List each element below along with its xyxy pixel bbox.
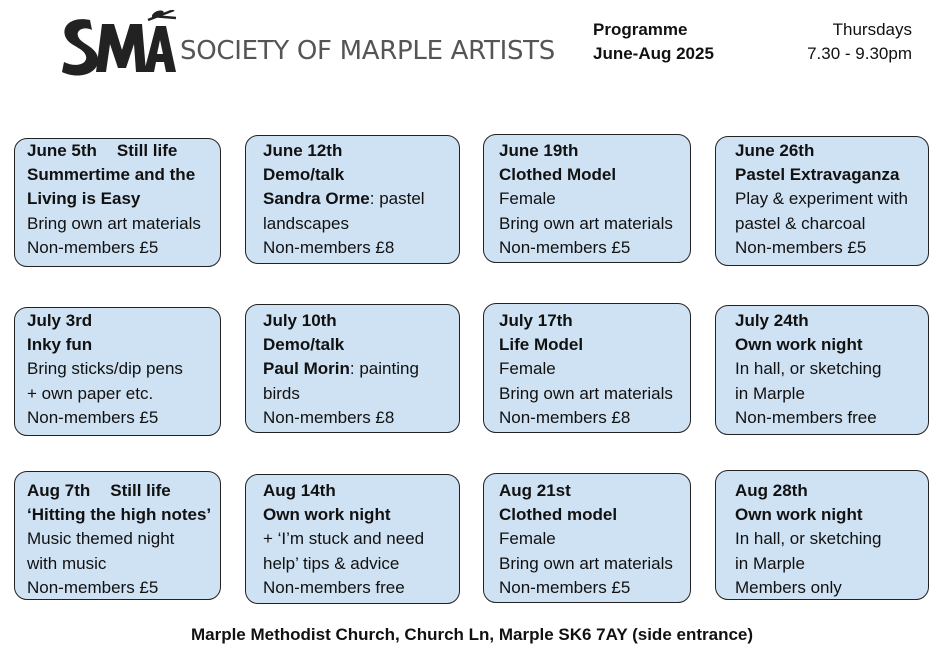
- session-date: July 17th: [499, 311, 573, 330]
- session-detail-line: [27, 187, 201, 211]
- sma-logo-mark: [58, 10, 178, 86]
- session-detail: Living is Easy: [27, 189, 141, 209]
- session-detail: + ‘I’m stuck and need: [263, 529, 425, 549]
- session-date-line: [735, 139, 908, 163]
- venue-address: Marple Methodist Church, Church Ln, Marple SK6 7AY (side entrance): [190, 625, 754, 644]
- session-text: [499, 139, 673, 260]
- session-price: Non-members £5: [499, 237, 631, 257]
- session-date: June 19th: [499, 141, 579, 160]
- session-date-line: [27, 309, 183, 333]
- session-note: Bring own art materials: [499, 383, 673, 403]
- programme-label: Programme: [593, 20, 688, 39]
- session-text: [735, 309, 881, 430]
- session-date-line: [499, 479, 673, 503]
- session-detail-line: [263, 187, 425, 211]
- session-date: June 5th: [27, 141, 97, 160]
- session-date: June 12th: [263, 141, 343, 160]
- session-date-line: [263, 309, 419, 333]
- session-text: [263, 309, 419, 430]
- session-date: July 24th: [735, 311, 809, 330]
- session-title: Clothed model: [499, 505, 618, 525]
- session-price: Non-members £8: [263, 407, 395, 427]
- session-detail-rest: : pastel: [369, 189, 425, 209]
- session-title: Demo/talk: [263, 165, 345, 185]
- session-detail-line: [735, 527, 881, 551]
- session-detail-line: [499, 527, 673, 551]
- session-detail: Sandra Orme: [263, 189, 370, 209]
- session-date: Aug 28th: [735, 481, 808, 500]
- session-text: [735, 479, 881, 600]
- session-price: Non-members £8: [499, 407, 631, 427]
- session-title: Own work night: [735, 335, 863, 355]
- session-title: Summertime and the: [27, 165, 196, 185]
- session-date-line: [735, 309, 881, 333]
- session-price: Non-members £8: [263, 237, 395, 257]
- session-date: Aug 21st: [499, 481, 571, 500]
- session-price: Non-members £5: [27, 407, 159, 427]
- session-detail: Paul Morin: [263, 359, 350, 379]
- programme-period: June-Aug 2025: [593, 44, 714, 63]
- session-price: Non-members £5: [27, 577, 159, 597]
- session-category: Still life: [116, 141, 178, 160]
- session-detail-line: [27, 357, 183, 381]
- session-title: Own work night: [263, 505, 391, 525]
- session-date-line: [735, 479, 881, 503]
- session-detail: In hall, or sketching: [735, 359, 882, 379]
- session-note: in Marple: [735, 553, 805, 573]
- session-note: in Marple: [735, 383, 805, 403]
- session-price: Members only: [735, 577, 842, 597]
- session-detail-line: [263, 527, 424, 551]
- session-date-line: [499, 309, 673, 333]
- session-detail: Female: [499, 359, 556, 379]
- session-detail-line: [27, 527, 211, 551]
- session-detail: Music themed night: [27, 529, 175, 549]
- session-detail: In hall, or sketching: [735, 529, 882, 549]
- session-note: landscapes: [263, 213, 350, 233]
- session-text: [499, 309, 673, 430]
- session-text: [27, 309, 183, 430]
- session-text: [263, 139, 425, 260]
- session-title: Clothed Model: [499, 165, 617, 185]
- session-note: pastel & charcoal: [735, 213, 866, 233]
- session-date-line: [499, 139, 673, 163]
- session-detail-line: [263, 357, 419, 381]
- session-date-line: [27, 139, 201, 163]
- session-text: [263, 479, 424, 600]
- session-title: Demo/talk: [263, 335, 345, 355]
- session-text: [27, 479, 211, 600]
- session-date-line: [263, 479, 424, 503]
- session-note: birds: [263, 383, 300, 403]
- meeting-time: 7.30 - 9.30pm: [807, 44, 912, 63]
- session-title: Life Model: [499, 335, 584, 355]
- session-text: [499, 479, 673, 600]
- session-date: July 10th: [263, 311, 337, 330]
- org-name: SOCIETY OF MARPLE ARTISTS: [180, 36, 555, 66]
- schedule-info: [807, 18, 912, 66]
- session-price: Non-members £5: [735, 237, 867, 257]
- session-text: [27, 139, 201, 260]
- session-title: ‘Hitting the high notes’: [27, 505, 212, 525]
- session-category: Still life: [110, 481, 171, 500]
- session-title: Pastel Extravaganza: [735, 165, 900, 185]
- session-text: [735, 139, 908, 260]
- session-date: July 3rd: [27, 311, 93, 330]
- session-date-line: [263, 139, 425, 163]
- session-date: Aug 14th: [263, 481, 336, 500]
- session-note: Bring own art materials: [27, 213, 201, 233]
- session-detail-line: [499, 187, 673, 211]
- session-detail: Bring sticks/dip pens: [27, 359, 183, 379]
- session-detail: Female: [499, 529, 556, 549]
- session-price: Non-members free: [263, 577, 405, 597]
- session-detail-line: [735, 187, 908, 211]
- session-detail-line: [735, 357, 881, 381]
- session-title: Inky fun: [27, 335, 93, 355]
- session-detail: Play & experiment with: [735, 189, 908, 209]
- session-price: Non-members £5: [499, 577, 631, 597]
- programme-heading: [593, 18, 714, 66]
- session-detail-rest: : painting: [349, 359, 419, 379]
- session-note: + own paper etc.: [27, 383, 154, 403]
- session-note: with music: [27, 553, 107, 573]
- logo: [58, 10, 555, 86]
- session-title: Own work night: [735, 505, 863, 525]
- session-detail-line: [499, 357, 673, 381]
- session-note: Bring own art materials: [499, 213, 673, 233]
- session-date: June 26th: [735, 141, 815, 160]
- session-date-line: [27, 479, 211, 503]
- session-date: Aug 7th: [27, 481, 91, 500]
- session-detail: Female: [499, 189, 556, 209]
- session-price: Non-members free: [735, 407, 877, 427]
- meeting-day: Thursdays: [832, 20, 912, 39]
- session-note: help’ tips & advice: [263, 553, 400, 573]
- session-price: Non-members £5: [27, 237, 159, 257]
- session-note: Bring own art materials: [499, 553, 673, 573]
